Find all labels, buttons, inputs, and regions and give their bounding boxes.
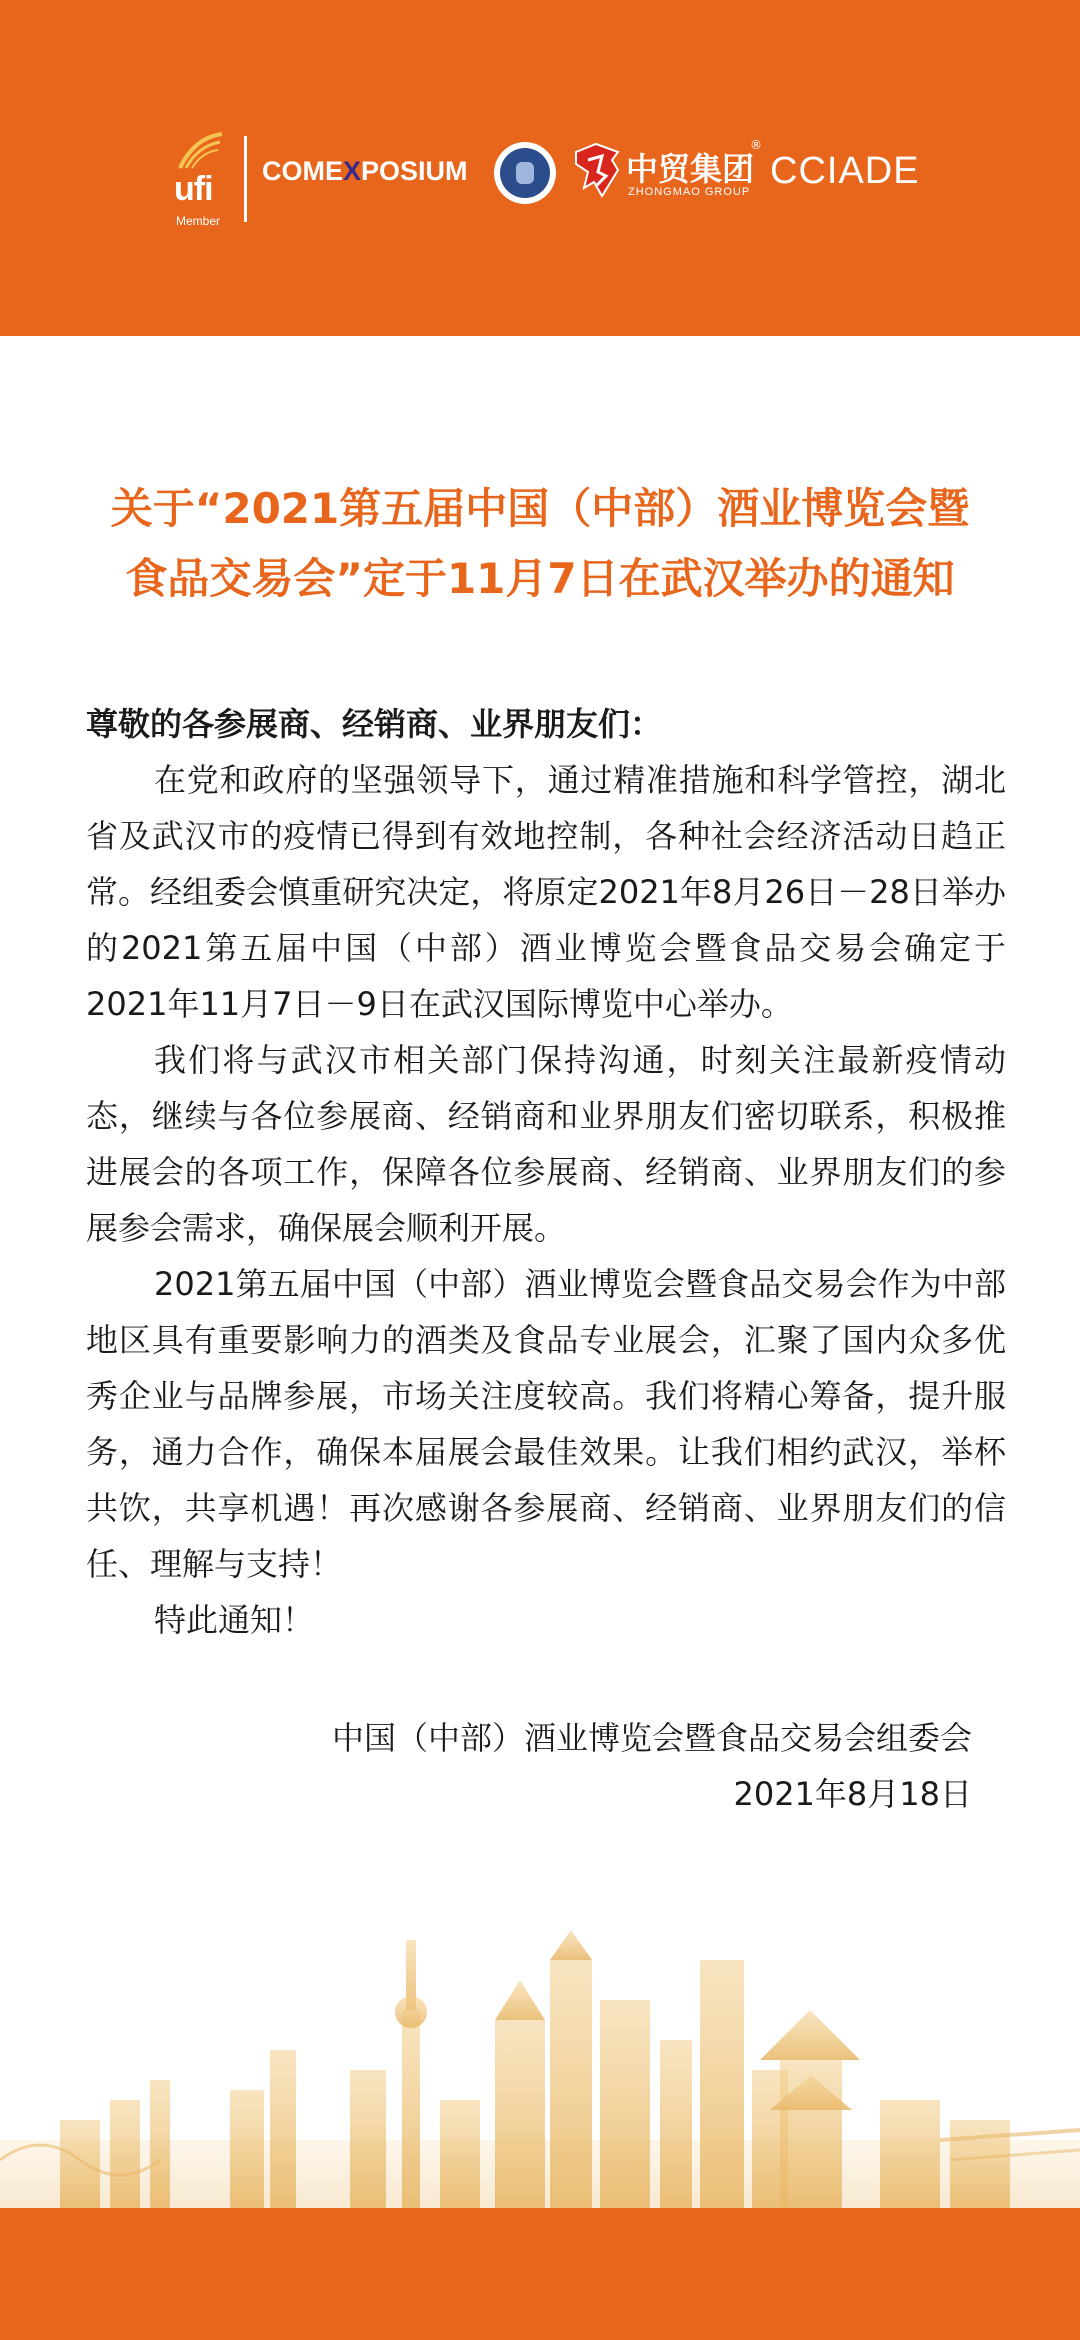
paragraph-1: 在党和政府的坚强领导下，通过精准措施和科学管控，湖北省及武汉市的疫情已得到有效地控制，各种社会经济活动日趋正常。经组委会慎重研究决定，将原定2021年8月26日－28日举办的2021第五届中国（中部）酒业博览会暨食品交易会确定于2021年11月7日－9日在武汉国际博览中心举办。: [86, 761, 1006, 1023]
salutation: 尊敬的各参展商、经销商、业界朋友们：: [86, 705, 663, 743]
comexposium-x: X: [343, 156, 362, 186]
comexposium-pre: COME: [262, 156, 343, 186]
zhongmao-en-text: ZHONGMAO GROUP: [628, 186, 751, 198]
ufi-member-text: Member: [176, 214, 221, 228]
ufi-logo-text: ufi: [174, 170, 213, 208]
wuhan-skyline-illustration: [0, 1900, 1080, 2210]
closing-text: 特此通知！: [154, 1601, 315, 1639]
notice-title-line-1: 关于“2021第五届中国（中部）酒业博览会暨: [110, 484, 970, 533]
logo-divider: [244, 136, 247, 222]
registered-mark: ®: [750, 138, 762, 152]
notice-title: [40, 474, 1040, 614]
ufi-arc-icon: [176, 132, 226, 172]
paragraph-2: 我们将与武汉市相关部门保持沟通，时刻关注最新疫情动态，继续与各位参展商、经销商和业界朋友们密切联系，积极推进展会的各项工作，保障各位参展商、经销商、业界朋友们的参展参会需求，确保展会顺利开展。: [86, 1041, 1006, 1247]
association-seal-icon: [494, 142, 556, 204]
footer-banner: [0, 2208, 1080, 2340]
zhongmao-dragon-icon: [572, 142, 622, 198]
notice-body: [86, 696, 1006, 1648]
signature-block: [86, 1710, 972, 1822]
header-banner: [0, 0, 1080, 336]
notice-date: 2021年8月18日: [733, 1775, 972, 1813]
cciade-logo: CCIADE: [770, 150, 920, 192]
notice-title-line-2: 食品交易会”定于11月7日在武汉举办的通知: [125, 554, 955, 603]
signature: 中国（中部）酒业博览会暨食品交易会组委会: [331, 1719, 972, 1757]
paragraph-3: 2021第五届中国（中部）酒业博览会暨食品交易会作为中部地区具有重要影响力的酒类及食品专业展会，汇聚了国内众多优秀企业与品牌参展，市场关注度较高。我们将精心筹备，提升服务，通力合作，确保本届展会最佳效果。让我们相约武汉，举杯共饮，共享机遇！再次感谢各参展商、经销商、业界朋友们的信任、理解与支持！: [86, 1265, 1006, 1583]
partner-logos: [0, 120, 1080, 230]
comexposium-logo: [262, 156, 468, 187]
comexposium-post: POSIUM: [361, 156, 468, 186]
zhongmao-group-logo: [572, 138, 762, 218]
ufi-logo: [168, 132, 228, 228]
zhongmao-cn-text: 中贸集团: [626, 150, 755, 188]
